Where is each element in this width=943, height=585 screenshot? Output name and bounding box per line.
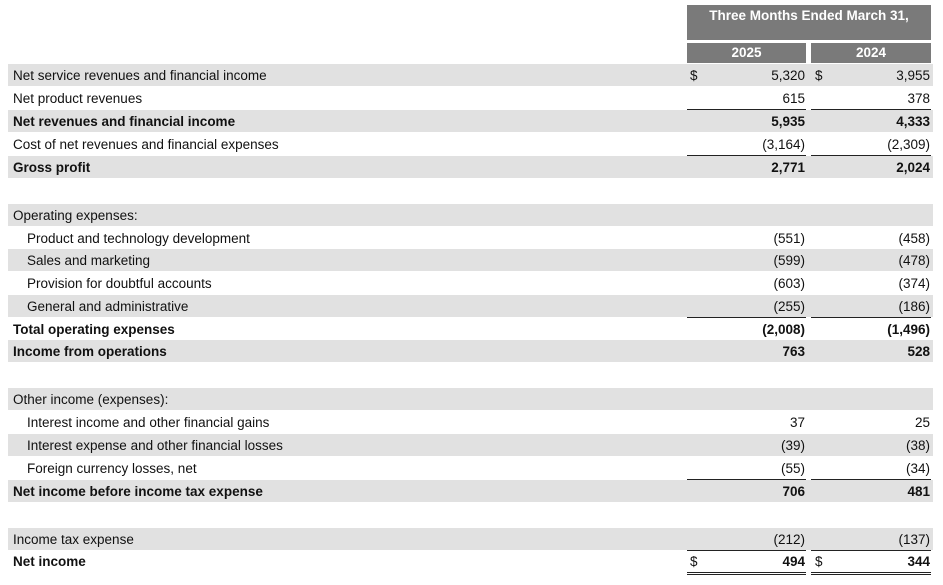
table-row xyxy=(8,133,933,155)
row-label: Sales and marketing xyxy=(27,252,151,268)
value-2024: 481 xyxy=(907,483,930,499)
row-label: Net income before income tax expense xyxy=(13,483,263,499)
value-2025: (2,008) xyxy=(762,321,805,337)
value-2024: 528 xyxy=(907,343,930,359)
value-2025: (212) xyxy=(773,531,805,547)
period-header xyxy=(687,5,931,40)
table-row xyxy=(8,340,933,362)
row-label: Cost of net revenues and financial expenses xyxy=(13,136,279,152)
row-label: Net revenues and financial income xyxy=(13,113,236,129)
value-2025: (255) xyxy=(773,298,805,314)
value-2025: 5,320 xyxy=(771,67,805,83)
value-2024: (38) xyxy=(905,437,930,453)
table-row xyxy=(8,110,933,132)
value-2025: (603) xyxy=(773,275,805,291)
value-2024: (374) xyxy=(898,275,930,291)
value-2025: 615 xyxy=(782,90,805,106)
total-double-rule xyxy=(687,572,806,575)
table-row xyxy=(8,87,933,109)
currency-symbol: $ xyxy=(690,553,698,569)
section-header xyxy=(8,388,933,410)
value-2025: (599) xyxy=(773,252,805,268)
total-double-rule xyxy=(811,572,931,575)
row-label: Operating expenses: xyxy=(13,207,138,223)
value-2024: (137) xyxy=(898,531,930,547)
row-label: Provision for doubtful accounts xyxy=(27,275,212,291)
column-header-2025: 2025 xyxy=(687,43,806,63)
table-row xyxy=(8,457,933,479)
table-row xyxy=(8,528,933,550)
table-row xyxy=(8,272,933,294)
table-row xyxy=(8,156,933,178)
row-label: Other income (expenses): xyxy=(13,391,169,407)
value-2025: (551) xyxy=(773,230,805,246)
currency-symbol: $ xyxy=(815,67,823,83)
value-2024: (1,496) xyxy=(887,321,930,337)
row-label: Income tax expense xyxy=(13,531,134,547)
value-2025: (3,164) xyxy=(762,136,805,152)
table-row xyxy=(8,411,933,433)
value-2025: 494 xyxy=(782,553,805,569)
row-label: Income from operations xyxy=(13,343,167,359)
table-row xyxy=(8,249,933,271)
table-row xyxy=(8,550,933,572)
value-2025: 706 xyxy=(782,483,805,499)
value-2024: 344 xyxy=(907,553,930,569)
row-label: Foreign currency losses, net xyxy=(27,460,197,476)
currency-symbol: $ xyxy=(815,553,823,569)
value-2025: 37 xyxy=(789,414,805,430)
value-2024: (34) xyxy=(905,460,930,476)
section-header xyxy=(8,204,933,226)
value-2024: 3,955 xyxy=(896,67,930,83)
value-2025: 5,935 xyxy=(771,113,805,129)
table-row xyxy=(8,295,933,317)
row-label: Net product revenues xyxy=(13,90,143,106)
table-row xyxy=(8,64,933,86)
table-row xyxy=(8,480,933,502)
row-label: Product and technology development xyxy=(27,230,250,246)
row-label: Total operating expenses xyxy=(13,321,175,337)
period-title: Three Months Ended March 31, xyxy=(709,8,909,23)
value-2024: (186) xyxy=(898,298,930,314)
value-2024: (478) xyxy=(898,252,930,268)
value-2025: 763 xyxy=(782,343,805,359)
value-2024: 25 xyxy=(914,414,930,430)
value-2024: 378 xyxy=(907,90,930,106)
value-2025: 2,771 xyxy=(771,159,805,175)
row-label: Net income xyxy=(13,553,86,569)
row-label: Interest expense and other financial losses xyxy=(27,437,283,453)
table-row xyxy=(8,434,933,456)
value-2024: (2,309) xyxy=(887,136,930,152)
value-2024: 4,333 xyxy=(896,113,930,129)
table-row xyxy=(8,318,933,340)
row-label: Interest income and other financial gains xyxy=(27,414,270,430)
currency-symbol: $ xyxy=(690,67,698,83)
row-label: General and administrative xyxy=(27,298,189,314)
table-row xyxy=(8,227,933,249)
value-2024: 2,024 xyxy=(896,159,930,175)
column-header-2024: 2024 xyxy=(811,43,931,63)
row-label: Gross profit xyxy=(13,159,91,175)
value-2025: (39) xyxy=(780,437,805,453)
value-2025: (55) xyxy=(780,460,805,476)
value-2024: (458) xyxy=(898,230,930,246)
row-label: Net service revenues and financial income xyxy=(13,67,267,83)
